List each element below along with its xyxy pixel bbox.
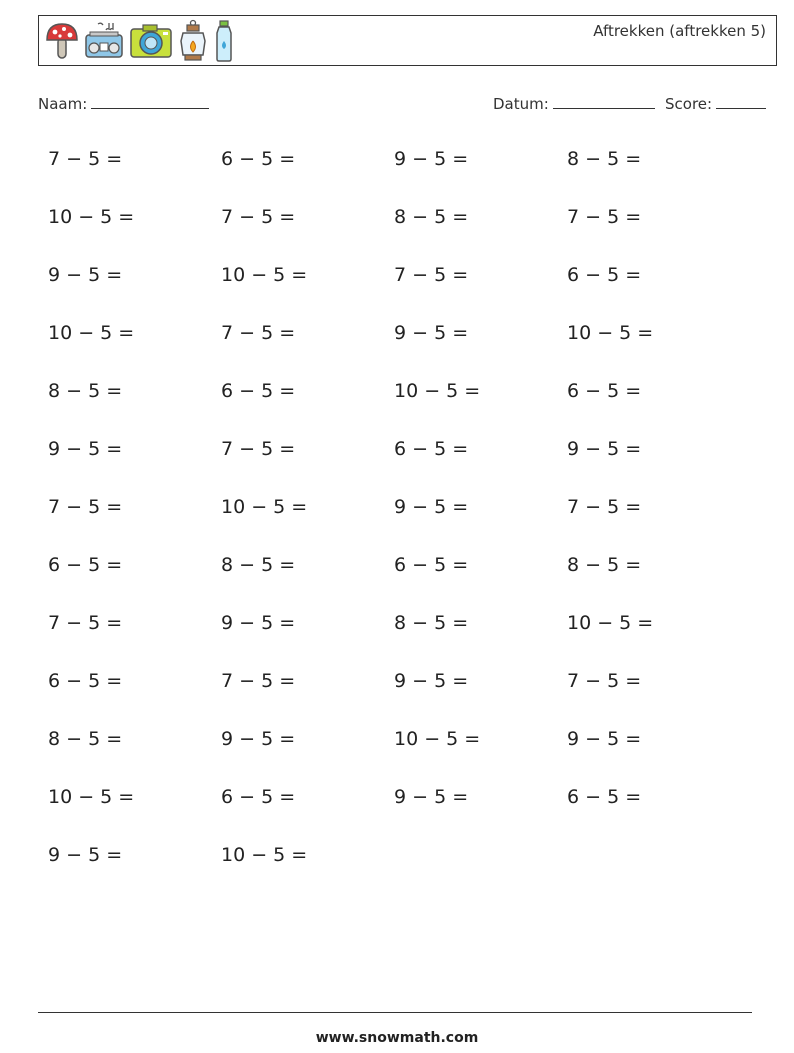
date-label: Datum: [493, 95, 549, 113]
problem-item: 9 − 5 = [567, 728, 642, 750]
problem-item: 10 − 5 = [394, 380, 481, 402]
problem-item: 9 − 5 = [394, 786, 469, 808]
problem-item: 9 − 5 = [48, 264, 123, 286]
problem-item: 8 − 5 = [394, 206, 469, 228]
problem-item: 10 − 5 = [394, 728, 481, 750]
problem-item: 8 − 5 = [48, 380, 123, 402]
problem-item: 9 − 5 = [221, 728, 296, 750]
problem-item: 7 − 5 = [221, 438, 296, 460]
score-line[interactable] [716, 93, 766, 109]
problem-item: 6 − 5 = [48, 554, 123, 576]
footer-divider [38, 1012, 752, 1013]
problem-item: 6 − 5 = [567, 380, 642, 402]
radio-icon [84, 21, 124, 61]
water-bottle-icon [213, 19, 235, 63]
problem-item: 8 − 5 = [221, 554, 296, 576]
problem-item: 7 − 5 = [221, 670, 296, 692]
problem-item: 10 − 5 = [48, 322, 135, 344]
footer-url: www.snowmath.com [315, 1030, 479, 1046]
name-line[interactable] [91, 93, 209, 109]
icon-strip [45, 19, 235, 63]
problem-item: 9 − 5 = [394, 496, 469, 518]
problem-item: 10 − 5 = [221, 264, 308, 286]
score-field [665, 93, 766, 113]
problem-item: 7 − 5 = [567, 496, 642, 518]
problem-item: 7 − 5 = [567, 206, 642, 228]
problem-item: 8 − 5 = [567, 554, 642, 576]
problem-item: 9 − 5 = [567, 438, 642, 460]
problem-item: 10 − 5 = [567, 612, 654, 634]
problem-item: 10 − 5 = [221, 496, 308, 518]
worksheet-header [38, 15, 777, 66]
date-line[interactable] [553, 93, 655, 109]
lantern-icon [178, 19, 208, 63]
problem-item: 10 − 5 = [567, 322, 654, 344]
mushroom-icon [45, 21, 79, 61]
problem-item: 6 − 5 = [221, 148, 296, 170]
problem-item: 7 − 5 = [48, 496, 123, 518]
problem-item: 6 − 5 = [394, 438, 469, 460]
problem-item: 8 − 5 = [567, 148, 642, 170]
problem-item: 9 − 5 = [394, 322, 469, 344]
name-field [38, 93, 209, 113]
worksheet-title: Aftrekken (aftrekken 5) [593, 22, 766, 40]
problem-item: 7 − 5 = [394, 264, 469, 286]
problem-item: 9 − 5 = [221, 612, 296, 634]
problem-item: 6 − 5 = [48, 670, 123, 692]
problem-item: 7 − 5 = [48, 148, 123, 170]
problem-item: 9 − 5 = [48, 438, 123, 460]
problem-item: 7 − 5 = [48, 612, 123, 634]
problem-item: 7 − 5 = [567, 670, 642, 692]
name-label: Naam: [38, 95, 88, 113]
problem-item: 9 − 5 = [394, 148, 469, 170]
problem-item: 8 − 5 = [48, 728, 123, 750]
problem-item: 6 − 5 = [567, 264, 642, 286]
camera-icon [129, 21, 173, 61]
problem-item: 6 − 5 = [221, 786, 296, 808]
problem-item: 10 − 5 = [48, 786, 135, 808]
problem-item: 9 − 5 = [394, 670, 469, 692]
problem-item: 6 − 5 = [221, 380, 296, 402]
problem-item: 9 − 5 = [48, 844, 123, 866]
problem-item: 6 − 5 = [394, 554, 469, 576]
problem-item: 6 − 5 = [567, 786, 642, 808]
problem-item: 10 − 5 = [221, 844, 308, 866]
date-field [493, 93, 655, 113]
score-label: Score: [665, 95, 713, 113]
problem-item: 7 − 5 = [221, 206, 296, 228]
problem-item: 8 − 5 = [394, 612, 469, 634]
problem-item: 7 − 5 = [221, 322, 296, 344]
problem-item: 10 − 5 = [48, 206, 135, 228]
